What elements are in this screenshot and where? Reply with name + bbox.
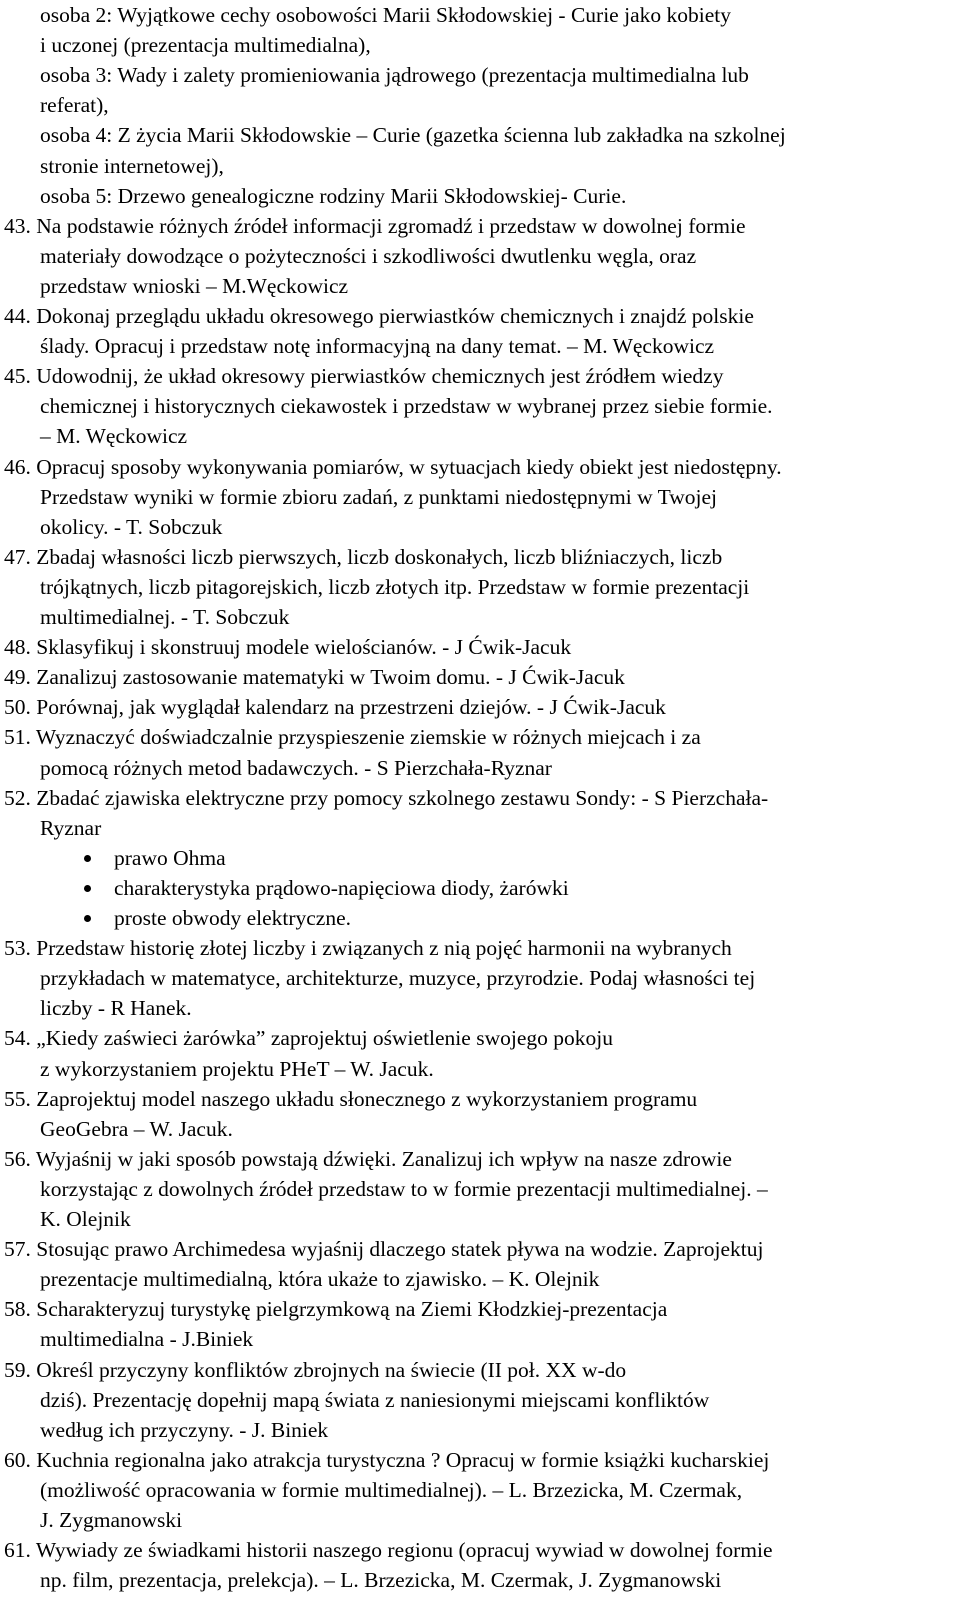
text-line: trójkątnych, liczb pitagorejskich, liczb złotych itp. Przedstaw w formie prezentacji — [40, 574, 750, 599]
text-line: według ich przyczyny. - J. Biniek — [40, 1417, 329, 1442]
text-line: multimedialnej. - T. Sobczuk — [40, 605, 290, 629]
bullet-item-text: charakterystyka prądowo-napięciowa diody, żarówki — [114, 875, 569, 900]
text-line: 50. Porównaj, jak wyglądał kalendarz na przestrzeni dziejów. - J Ćwik-Jacuk — [4, 695, 666, 720]
text-line: osoba 4: Z życia Marii Skłodowskie – Curie (gazetka ścienna lub zakładka na szkolnej — [40, 123, 786, 148]
text-line: (możliwość opracowania w formie multimedialnej). – L. Brzezicka, M. Czermak, — [40, 1477, 743, 1502]
text-line: liczby - R Hanek. — [40, 996, 192, 1021]
text-line: dziś). Prezentację dopełnij mapą świata z naniesionymi miejscami konfliktów — [40, 1387, 710, 1412]
text-line: prezentacje multimedialną, która ukaże to zjawisko. – K. Olejnik — [40, 1267, 600, 1292]
text-line: 56. Wyjaśnij w jaki sposób powstają dźwięki. Zanalizuj ich wpływ na nasze zdrowie — [4, 1146, 732, 1171]
text-line: 58. Scharakteryzuj turystykę pielgrzymkową na Ziemi Kłodzkiej-prezentacja — [4, 1297, 668, 1322]
text-line: 55. Zaprojektuj model naszego układu słonecznego z wykorzystaniem programu — [4, 1086, 698, 1111]
bullet-icon — [84, 855, 91, 862]
text-line: 46. Opracuj sposoby wykonywania pomiarów, w sytuacjach kiedy obiekt jest niedostępny. — [4, 454, 782, 479]
text-line: multimedialna - J.Biniek — [40, 1327, 254, 1352]
text-line: korzystając z dowolnych źródeł przedstaw to w formie prezentacji multimedialnej. – — [40, 1176, 768, 1201]
text-line: materiały dowodzące o pożyteczności i szkodliwości dwutlenku węgla, oraz — [40, 243, 697, 268]
text-line: osoba 5: Drzewo genealogiczne rodziny Marii Skłodowskiej- Curie. — [40, 183, 627, 208]
text-line: 57. Stosując prawo Archimedesa wyjaśnij dlaczego statek pływa na wodzie. Zaprojektuj — [4, 1237, 764, 1262]
text-line: K. Olejnik — [40, 1207, 131, 1231]
text-line: 44. Dokonaj przeglądu układu okresowego pierwiastków chemicznych i znajdź polskie — [4, 304, 754, 328]
text-line: pomocą różnych metod badawczych. - S Pierzchała-Ryznar — [40, 755, 552, 780]
text-line: np. film, prezentacja, prelekcja). – L. Brzezicka, M. Czermak, J. Zygmanowski — [40, 1568, 722, 1593]
text-line: 48. Sklasyfikuj i skonstruuj modele wielościanów. - J Ćwik-Jacuk — [4, 635, 572, 660]
text-line: z wykorzystaniem projektu PHeT – W. Jacuk. — [40, 1056, 434, 1081]
text-line: 60. Kuchnia regionalna jako atrakcja turystyczna ? Opracuj w formie książki kucharskiej — [4, 1447, 770, 1472]
text-line: ślady. Opracuj i przedstaw notę informacyjną na dany temat. – M. Węckowicz — [40, 334, 715, 359]
text-line: osoba 3: Wady i zalety promieniowania jądrowego (prezentacja multimedialna lub — [40, 63, 749, 88]
text-line: 52. Zbadać zjawiska elektryczne przy pomocy szkolnego zestawu Sondy: - S Pierzchała- — [4, 785, 769, 810]
text-line: chemicznej i historycznych ciekawostek i przedstaw w wybranej przez siebie formie. — [40, 394, 773, 419]
text-line: 43. Na podstawie różnych źródeł informacji zgromadź i przedstaw w dowolnej formie — [4, 213, 746, 238]
bullet-item-text: prawo Ohma — [114, 845, 226, 870]
text-line: Przedstaw wyniki w formie zbioru zadań, z punktami niedostępnymi w Twojej — [40, 484, 717, 509]
text-line: przykładach w matematyce, architekturze, muzyce, przyrodzie. Podaj własności tej — [40, 966, 756, 991]
text-line: J. Zygmanowski — [40, 1508, 183, 1532]
text-line: – M. Węckowicz — [40, 424, 188, 449]
text-line: przedstaw wnioski – M.Węckowicz — [40, 273, 349, 298]
text-line: Ryznar — [40, 815, 102, 840]
text-line: referat), — [40, 93, 109, 118]
text-line: stronie internetowej), — [40, 153, 224, 178]
text-line: GeoGebra – W. Jacuk. — [40, 1116, 233, 1141]
text-line: okolicy. - T. Sobczuk — [40, 514, 223, 539]
text-line: 53. Przedstaw historię złotej liczby i związanych z nią pojęć harmonii na wybranych — [4, 936, 732, 961]
text-line: 45. Udowodnij, że układ okresowy pierwiastków chemicznych jest źródłem wiedzy — [4, 364, 724, 389]
text-line: 49. Zanalizuj zastosowanie matematyki w Twoim domu. - J Ćwik-Jacuk — [4, 665, 625, 690]
text-line: 61. Wywiady ze świadkami historii naszego regionu (opracuj wywiad w dowolnej formie — [4, 1538, 773, 1563]
text-line: 51. Wyznaczyć doświadczalnie przyspieszenie ziemskie w różnych miejcach i za — [4, 725, 701, 750]
text-line: 59. Określ przyczyny konfliktów zbrojnych na świecie (II poł. XX w-do — [4, 1357, 627, 1382]
bullet-icon — [84, 885, 91, 892]
text-line: 54. „Kiedy zaświeci żarówka” zaprojektuj oświetlenie swojego pokoju — [4, 1026, 613, 1051]
bullet-item-text: proste obwody elektryczne. — [114, 906, 352, 930]
text-line: 47. Zbadaj własności liczb pierwszych, liczb doskonałych, liczb bliźniaczych, liczb — [4, 544, 723, 569]
text-line: osoba 2: Wyjątkowe cechy osobowości Marii Skłodowskiej - Curie jako kobiety — [40, 3, 731, 27]
text-line: i uczonej (prezentacja multimedialna), — [40, 33, 371, 58]
bullet-icon — [84, 915, 91, 922]
